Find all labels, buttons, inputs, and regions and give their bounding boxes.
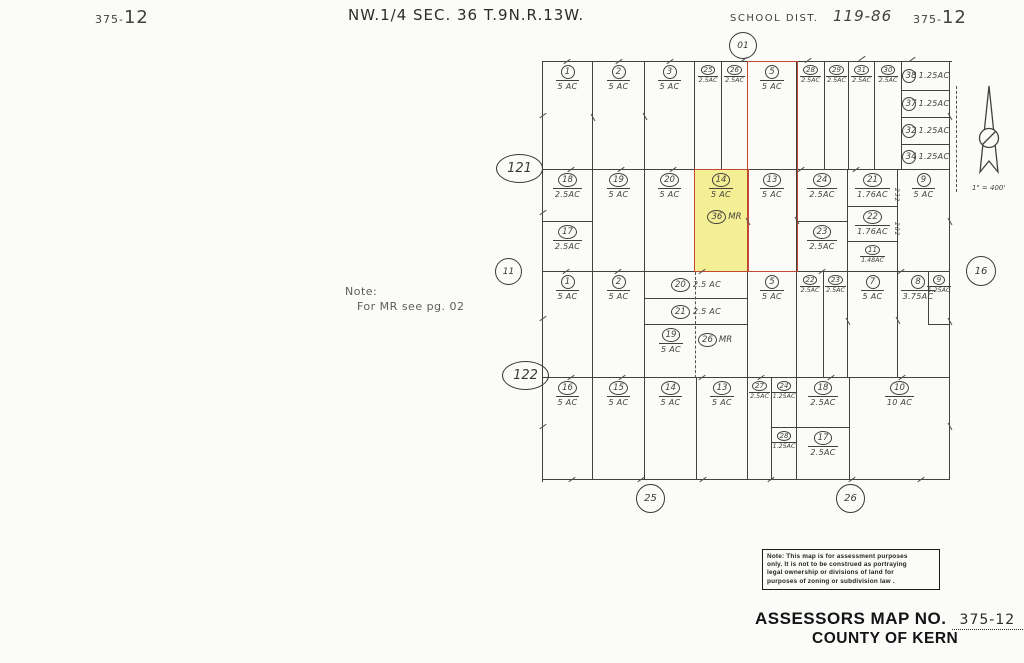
parcel-30	[875, 62, 902, 170]
parcel-10	[850, 378, 950, 480]
reference-circle-122: 122	[502, 361, 549, 390]
parcel-label	[772, 431, 796, 450]
parcel-number: 21	[671, 305, 690, 319]
parcel-label	[849, 65, 874, 84]
parcel-acreage: 1.76AC	[857, 227, 888, 236]
parcel-number: 11	[865, 245, 880, 255]
parcel-number: 9	[917, 173, 931, 187]
parcel-number: 8	[911, 275, 925, 289]
parcel-acreage: 5 AC	[712, 398, 732, 407]
parcel-21	[645, 299, 748, 325]
parcel-14	[695, 170, 748, 272]
dashed-boundary-line	[695, 272, 696, 378]
parcel-number: 18	[558, 173, 577, 187]
parcel-acreage: 2.5AC	[826, 287, 845, 294]
parcel-number: 24	[813, 173, 832, 187]
parcel-label	[645, 65, 694, 91]
parcel-acreage: 1.25AC	[918, 71, 950, 80]
parcel-label	[797, 431, 849, 457]
parcel-label	[645, 278, 747, 292]
assessors-map-value: 375-12	[952, 612, 1024, 630]
parcel-label	[593, 381, 644, 407]
parcel-label	[850, 381, 949, 407]
parcel-number: 16	[558, 381, 577, 395]
parcel-number: 29	[829, 65, 844, 75]
parcel-label	[902, 124, 949, 138]
parcel-label	[593, 173, 644, 199]
parcel-28	[772, 428, 797, 480]
parcel-label	[697, 381, 747, 407]
parcel-label	[543, 381, 592, 407]
school-district-label: SCHOOL DIST.	[730, 13, 819, 24]
parcel-number: 27	[752, 381, 767, 391]
parcel-acreage: 2.5AC	[827, 77, 846, 84]
parcel-acreage: 2.5AC	[852, 77, 871, 84]
parcel-11	[848, 242, 898, 272]
mr-annotation	[698, 333, 732, 347]
reference-circle-16: 16	[966, 256, 996, 286]
parcel-9	[898, 170, 950, 272]
parcel-label	[875, 65, 901, 84]
parcel-label	[543, 65, 592, 91]
parcel-acreage: 2.5AC	[810, 448, 836, 457]
parcel-number: 22	[803, 275, 818, 285]
parcel-number: 15	[609, 381, 628, 395]
map-number-value: 12	[941, 7, 967, 28]
parcel-label	[593, 65, 644, 91]
parcel-number: 7	[866, 275, 880, 289]
parcel-number: 20	[660, 173, 679, 187]
parcel-number: 25	[701, 65, 716, 75]
parcel-label	[695, 65, 721, 84]
parcel-acreage: 5 AC	[659, 190, 680, 199]
parcel-number: 18	[814, 381, 833, 395]
parcel-label	[543, 275, 592, 301]
dashed-boundary-line	[956, 86, 957, 192]
parcel-34	[902, 145, 950, 170]
survey-tick	[858, 56, 865, 61]
parcel-acreage: 5 AC	[762, 190, 782, 199]
map-number-value: 12	[123, 7, 149, 28]
dimension-label: 282	[893, 222, 900, 237]
parcel-label	[649, 328, 693, 354]
parcel-38	[902, 62, 950, 91]
parcel-number: 38	[902, 69, 916, 83]
parcel-number: 28	[803, 65, 818, 75]
parcel-27	[748, 378, 772, 480]
parcel-acreage: 2.5AC	[725, 77, 744, 84]
parcel-acreage: 1.25AC	[918, 99, 950, 108]
parcel-1	[543, 62, 593, 170]
parcel-label	[848, 210, 897, 236]
parcel-acreage: 3.75AC	[902, 292, 934, 301]
disclaimer-line: legal ownership or divisions of land for	[767, 569, 894, 577]
disclaimer-box	[762, 549, 940, 590]
parcel-3	[645, 62, 695, 170]
parcel-acreage: 5 AC	[608, 292, 629, 301]
parcel-label	[645, 173, 694, 199]
parcel-number: 9	[933, 275, 945, 285]
parcel-13	[697, 378, 748, 480]
parcel-26	[722, 62, 748, 170]
parcel-number: 31	[854, 65, 869, 75]
parcel-21	[848, 170, 898, 207]
parcel-label	[722, 65, 747, 84]
parcel-18	[543, 170, 593, 222]
parcel-label	[902, 150, 949, 164]
parcel-number: 23	[828, 275, 843, 285]
parcel-acreage: 2.5AC	[698, 77, 718, 84]
parcel-number: 30	[881, 65, 896, 75]
reference-circle-01: 01	[729, 32, 757, 59]
parcel-acreage: 1.76AC	[857, 190, 888, 199]
north-arrow-icon	[972, 84, 1006, 190]
parcel-number: 22	[863, 210, 882, 224]
reference-circle-26: 26	[836, 484, 865, 513]
parcel-label	[848, 173, 897, 199]
parcel-acreage: 5 AC	[608, 82, 629, 91]
parcel-label	[748, 173, 796, 199]
reference-circle-11: 11	[495, 258, 522, 285]
parcel-label	[748, 381, 771, 400]
parcel-32	[902, 118, 950, 145]
parcel-number: 20	[671, 278, 690, 292]
parcel-acreage: 5 AC	[762, 82, 782, 91]
parcel-acreage: 2.5 AC	[692, 306, 721, 316]
parcel-29	[825, 62, 849, 170]
parcel-acreage: 5 AC	[660, 398, 681, 407]
parcel-label	[902, 97, 949, 111]
parcel-15	[593, 378, 645, 480]
parcel-number: 3	[663, 65, 677, 79]
parcel-acreage: 2.5AC	[878, 77, 898, 84]
mr-reference-number: 26	[698, 333, 717, 347]
parcel-17	[797, 428, 850, 480]
parcel-label	[772, 381, 796, 400]
reference-circle-25: 25	[636, 484, 665, 513]
parcel-number: 19	[609, 173, 628, 187]
parcel-acreage: 1.25AC	[772, 393, 796, 400]
parcel-number: 14	[661, 381, 680, 395]
parcel-number: 13	[713, 381, 732, 395]
parcel-label	[645, 381, 696, 407]
map-number-top-right	[913, 7, 967, 28]
parcel-number: 17	[558, 225, 577, 239]
parcel-acreage: 5 AC	[762, 292, 782, 301]
parcel-acreage: 5 AC	[608, 398, 629, 407]
parcel-number: 23	[813, 225, 832, 239]
parcel-acreage: 2.5AC	[809, 242, 835, 251]
footer-map-no	[755, 609, 1023, 629]
parcel-acreage: 5 AC	[608, 190, 629, 199]
parcel-2	[593, 272, 645, 378]
parcel-number: 26	[727, 65, 742, 75]
footer-county: COUNTY OF KERN	[812, 630, 959, 647]
parcel-label	[797, 65, 824, 84]
parcel-label	[797, 173, 847, 199]
parcel-label	[797, 225, 847, 251]
parcel-24	[772, 378, 797, 428]
map-number-prefix: 375-	[95, 13, 124, 26]
map-title: NW.1/4 SEC. 36 T.9N.R.13W.	[348, 6, 585, 24]
scale-label: 1" = 400'	[972, 184, 1006, 192]
parcel-number: 37	[902, 97, 916, 111]
parcel-18	[797, 378, 850, 428]
parcel-13	[748, 170, 797, 272]
parcel-acreage: 2.5AC	[810, 398, 836, 407]
parcel-number: 13	[763, 173, 782, 187]
parcel-acreage: 5 AC	[557, 292, 578, 301]
mr-reference-text: MR	[718, 335, 733, 345]
parcel-number: 17	[814, 431, 833, 445]
parcel-acreage: 5 AC	[557, 82, 578, 91]
parcel-22	[848, 207, 898, 242]
mr-reference-number: 36	[707, 210, 726, 224]
parcel-number: 5	[765, 65, 779, 79]
parcel-number: 21	[863, 173, 882, 187]
dimension-label: 232	[893, 188, 900, 203]
parcel-1	[543, 272, 593, 378]
parcel-number: 10	[890, 381, 909, 395]
parcel-28	[797, 62, 825, 170]
parcel-acreage: 5 AC	[661, 345, 681, 354]
parcel-acreage: 1.25AC	[927, 287, 951, 294]
parcel-label	[543, 173, 592, 199]
parcel-label	[824, 275, 847, 294]
parcel-label	[645, 305, 747, 319]
parcel-number: 14	[712, 173, 731, 187]
parcel-37	[902, 91, 950, 118]
parcel-acreage: 5 AC	[557, 398, 578, 407]
parcel-16	[543, 378, 593, 480]
map-number-top-left	[95, 7, 149, 28]
parcel-acreage: 1.25AC	[918, 126, 950, 135]
map-number-prefix: 375-	[913, 13, 942, 26]
disclaimer-line: purposes of zoning or subdivision law .	[767, 577, 895, 585]
parcel-label	[929, 275, 949, 294]
mr-annotation	[707, 210, 741, 224]
parcel-17	[543, 222, 593, 272]
parcel-acreage: 5 AC	[659, 82, 680, 91]
disclaimer-line: only. It is not to be construed as portraying	[767, 561, 907, 569]
parcel-number: 2	[612, 65, 626, 79]
parcel-7	[848, 272, 898, 378]
parcel-acreage: 1.25AC	[918, 152, 950, 161]
parcel-label	[825, 65, 848, 84]
parcel-label	[695, 173, 747, 199]
parcel-25	[695, 62, 722, 170]
parcel-number: 2	[612, 275, 626, 289]
parcel-label	[848, 245, 897, 264]
parcel-acreage: 2.5AC	[554, 242, 581, 251]
parcel-acreage: 5 AC	[913, 190, 934, 199]
parcel-number: 1	[561, 65, 575, 79]
parcel-acreage: 1.25AC	[772, 443, 796, 450]
parcel-acreage: 2.5AC	[800, 287, 820, 294]
parcel-14	[645, 378, 697, 480]
parcel-19	[645, 325, 748, 378]
parcel-number: 19	[662, 328, 681, 342]
assessors-map-label: ASSESSORS MAP NO.	[755, 609, 947, 628]
parcel-5	[748, 272, 797, 378]
parcel-20	[645, 272, 748, 299]
parcel-label	[748, 65, 796, 91]
parcel-20	[645, 170, 695, 272]
parcel-5	[748, 62, 797, 170]
parcel-label	[797, 381, 849, 407]
parcel-label	[902, 69, 949, 83]
parcel-number: 5	[765, 275, 779, 289]
parcel-2	[593, 62, 645, 170]
parcel-number: 1	[561, 275, 575, 289]
parcel-number: 32	[902, 124, 916, 138]
parcel-19	[593, 170, 645, 272]
parcel-23	[797, 222, 848, 272]
parcel-31	[849, 62, 875, 170]
parcel-number: 34	[902, 150, 916, 164]
reference-circle-121: 121	[496, 154, 543, 183]
school-district-value: 119-86	[833, 7, 893, 25]
parcel-acreage: 2.5AC	[750, 393, 769, 400]
parcel-label	[543, 225, 592, 251]
parcel-acreage: 2.5 AC	[692, 280, 721, 289]
parcel-label	[748, 275, 796, 301]
parcel-label	[898, 173, 949, 199]
parcel-acreage: 1.48AC	[861, 257, 884, 264]
mr-note-line1: Note:	[345, 285, 378, 298]
parcel-9	[928, 272, 950, 325]
parcel-22	[797, 272, 824, 378]
parcel-acreage: 5 AC	[711, 190, 731, 199]
parcel-number: 24	[777, 381, 792, 391]
disclaimer-line: Note: This map is for assessment purposes	[767, 553, 908, 560]
parcel-acreage: 2.5AC	[554, 190, 581, 199]
parcel-acreage: 10 AC	[886, 398, 913, 407]
parcel-label	[848, 275, 897, 301]
mr-note-line2: For MR see pg. 02	[357, 300, 465, 313]
parcel-number: 28	[777, 431, 792, 441]
parcel-label	[593, 275, 644, 301]
parcel-acreage: 5 AC	[862, 292, 883, 301]
parcel-23	[824, 272, 848, 378]
mr-reference-text: MR	[728, 212, 742, 222]
parcel-acreage: 2.5AC	[801, 77, 820, 84]
parcel-24	[797, 170, 848, 222]
parcel-label	[797, 275, 823, 294]
parcel-acreage: 2.5AC	[809, 190, 835, 199]
